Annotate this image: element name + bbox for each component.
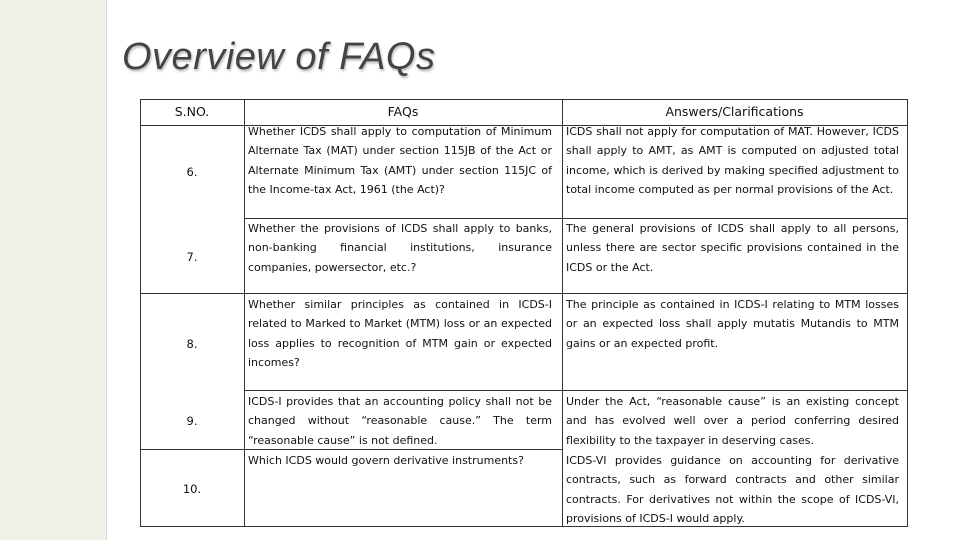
faq-question: Which ICDS would govern derivative instruments? xyxy=(248,454,524,467)
col-divider-1 xyxy=(244,99,245,527)
table-right-border xyxy=(907,99,908,527)
header-faqs: FAQs xyxy=(387,104,419,119)
faq-question: ICDS-I provides that an accounting policy shall not be changed without “reasonable cause.” The term “reasonable cause” is not defined. xyxy=(248,395,552,447)
row-number: 7. xyxy=(186,250,198,264)
table-left-border xyxy=(140,99,141,527)
row-number: 10. xyxy=(182,482,202,496)
faq-answer: The general provisions of ICDS shall apply to all persons, unless there are sector specific provisions contained in the ICDS or the Act. xyxy=(566,222,899,274)
row-sep-9-10-sno xyxy=(140,449,244,450)
left-decor-band xyxy=(0,0,106,540)
col-divider-2 xyxy=(562,99,563,527)
faq-question: Whether the provisions of ICDS shall apply to banks, non-banking financial institutions, insurance companies, powersector, etc.? xyxy=(248,222,552,274)
faq-question: Whether ICDS shall apply to computation of Minimum Alternate Tax (MAT) under section 115JB of the Act or Alternate Minimum Tax (AMT) under section 115JC of the Income-tax Act, 1961 (the Act)? xyxy=(248,125,552,197)
header-answers: Answers/Clarifications xyxy=(665,104,804,119)
faq-answer: The principle as contained in ICDS-I relating to MTM losses or an expected loss shall apply mutatis Mutandis to MTM gains or an expected profit. xyxy=(566,298,899,350)
faq-answer: ICDS shall not apply for computation of MAT. However, ICDS shall apply to AMT, as AMT is computed on adjusted total income, which is derived by making specified adjustment to total income computed as per normal provisions of the Act. xyxy=(566,125,899,197)
row-number: 6. xyxy=(186,165,198,179)
left-decor-rule xyxy=(106,0,107,540)
faq-answer: ICDS-VI provides guidance on accounting for derivative contracts, such as forward contracts and other similar contracts. For derivatives not within the scope of ICDS-VI, provisions of ICDS-I would apply. xyxy=(566,454,899,526)
faq-question: Whether similar principles as contained in ICDS-I related to Marked to Market (MTM) loss or an expected loss applies to recognition of MTM gain or expected incomes? xyxy=(248,298,552,370)
row-sep-7-8 xyxy=(140,293,908,294)
faq-answer: Under the Act, “reasonable cause” is an existing concept and has evolved well over a period conferring desired flexibility to the taxpayer in deserving cases. xyxy=(566,395,899,447)
page-title: Overview of FAQs xyxy=(122,36,436,78)
row-number: 9. xyxy=(186,414,198,428)
faq-table xyxy=(140,99,908,527)
row-sep-8-9 xyxy=(244,390,908,391)
row-number: 8. xyxy=(186,337,198,351)
header-sno: S.NO. xyxy=(174,104,210,119)
